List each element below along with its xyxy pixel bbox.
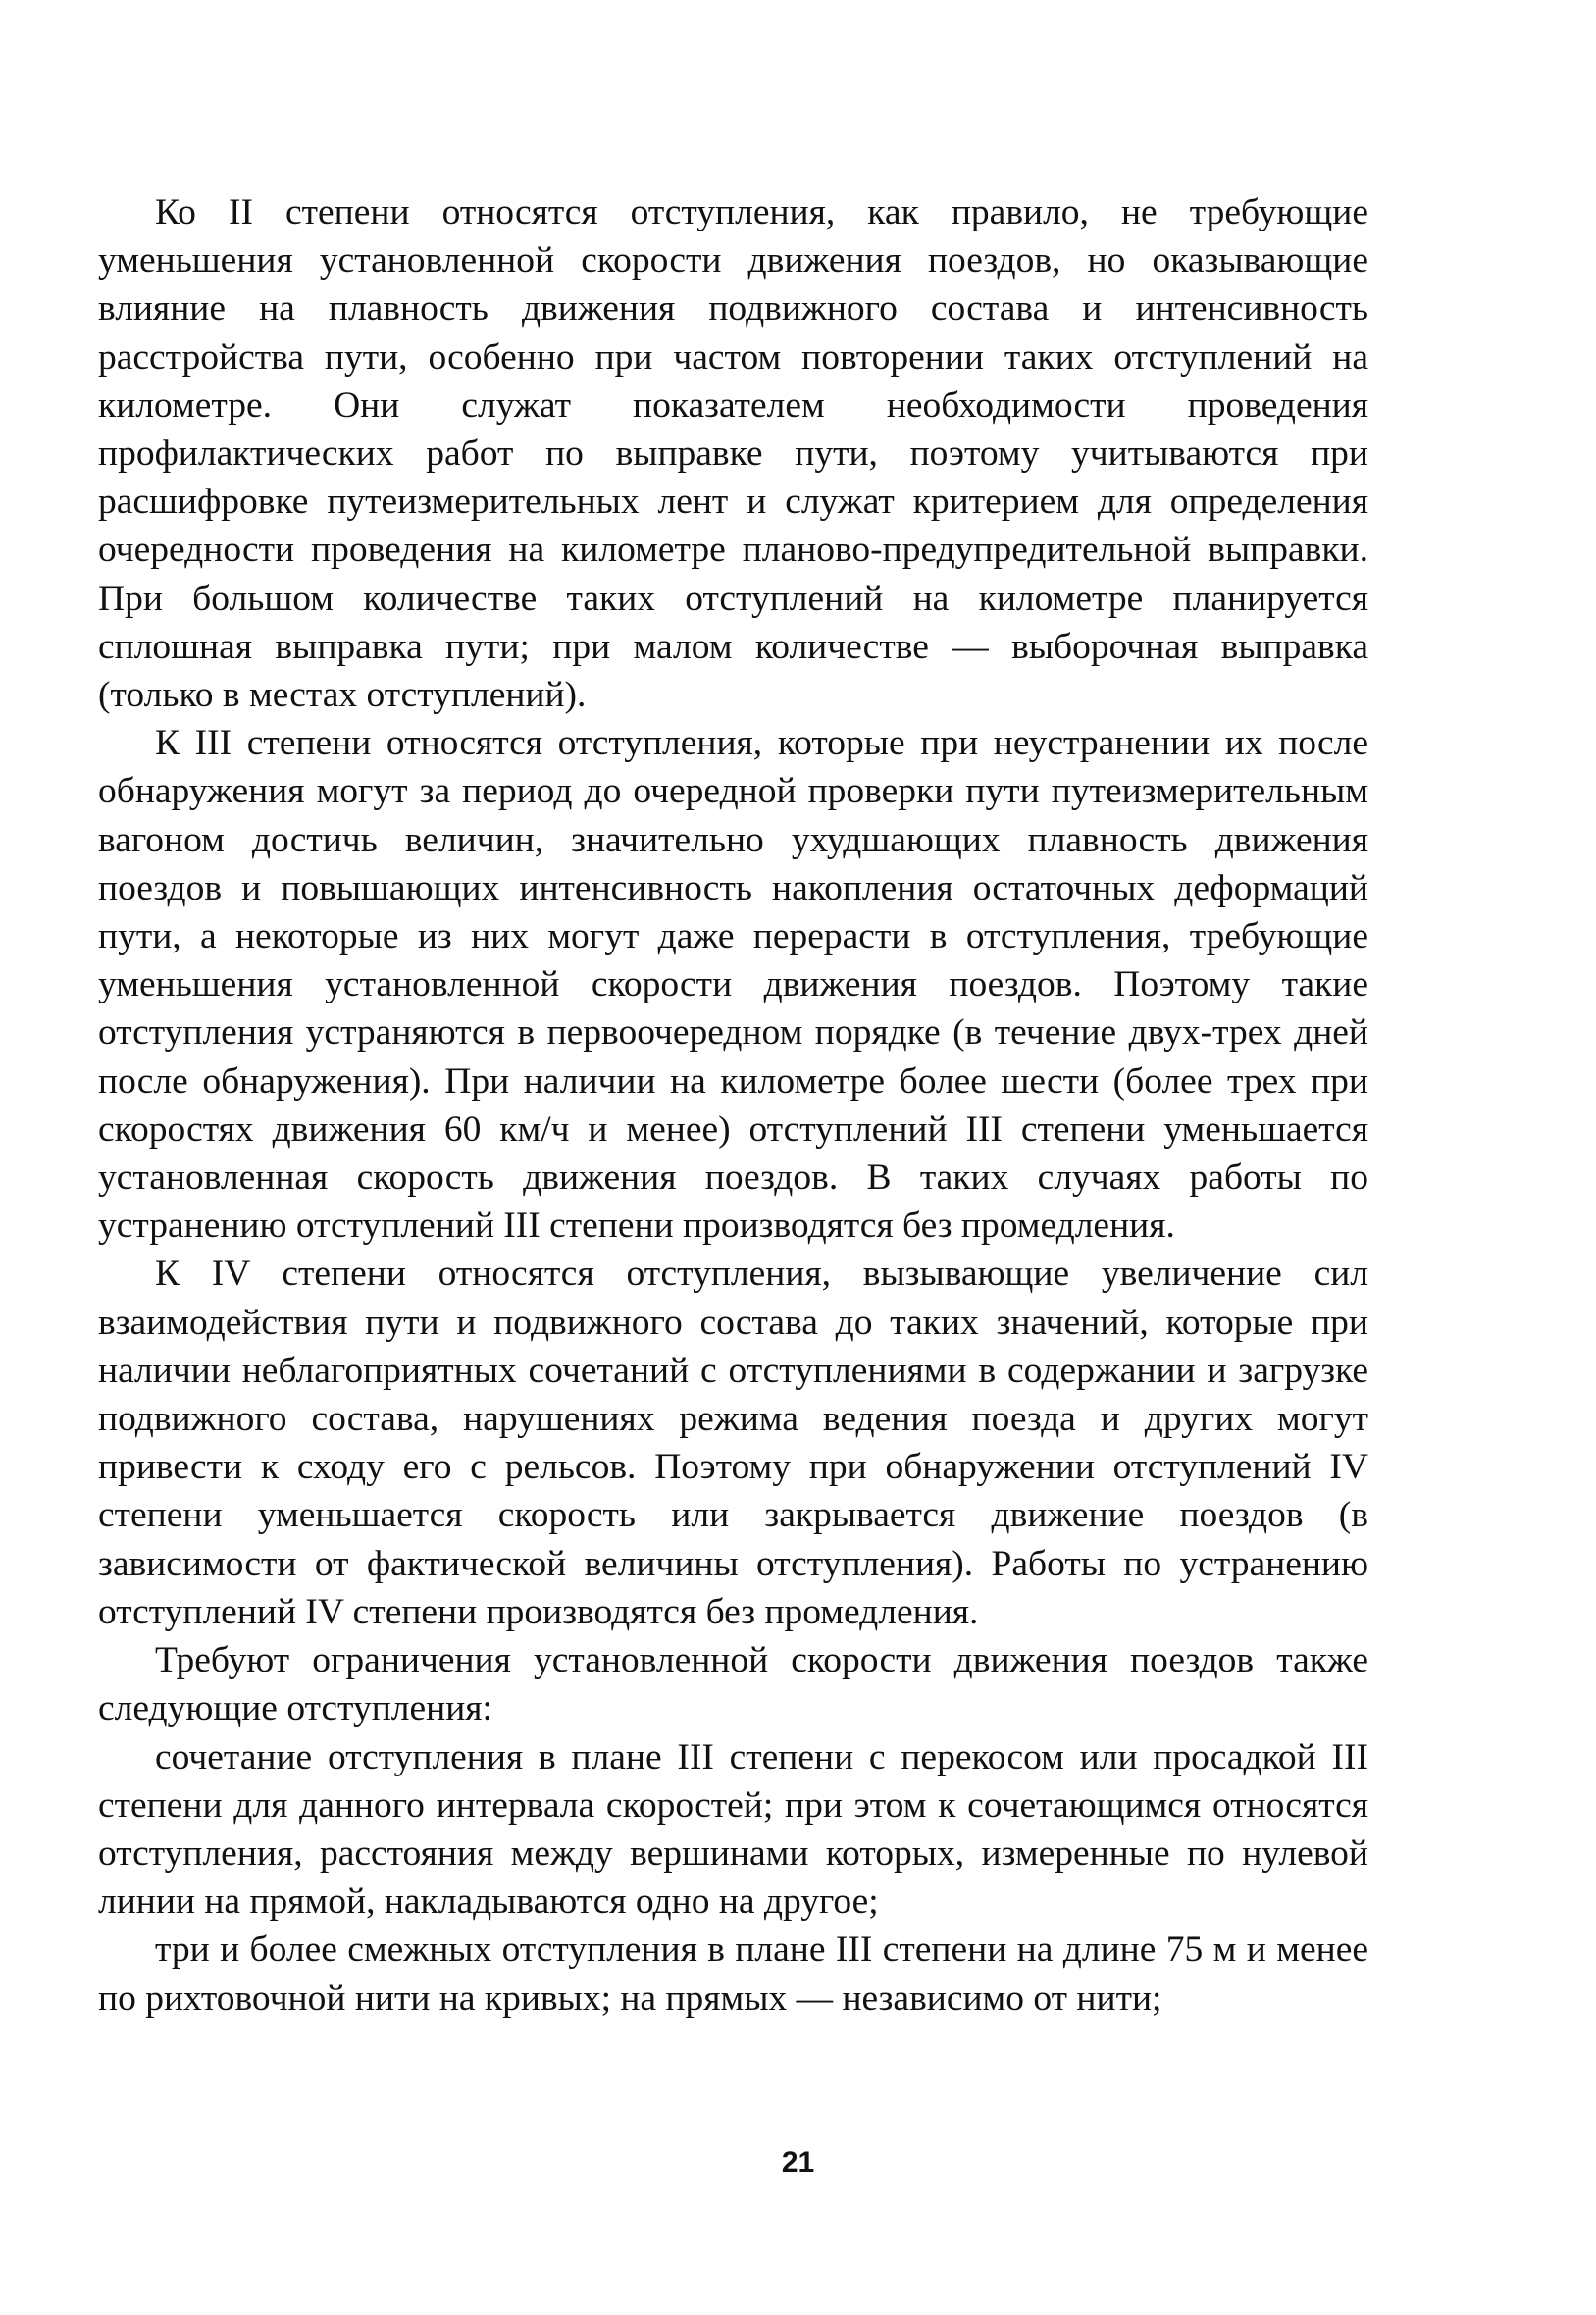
body-text	[98, 188, 1368, 2023]
list-item-adjacent-deviations: три и более смежных отступления в плане III степени на длине 75 м и менее по рихтовочной нити на кривых; на прямых — независимо от нити;	[98, 1929, 1368, 2019]
paragraph-degree-4: К IV степени относятся отступления, вызывающие увеличение сил взаимодействия пути и подвижного состава до таких значений, которые при наличии неблагоприятных сочетаний с отступлениями в содержании и загрузке подвижного состава, нарушениях режима ведения поезда и других могут привести к сходу его с рельсов. Поэтому при обнаружении отступлений IV степени уменьшается скорость или закрывается движение поездов (в зависимости от фактической величины отступления). Работы по устранению отступлений IV степени производятся без промедления.	[98, 1254, 1368, 1632]
paragraph-degree-2: Ко II степени относятся отступления, как правило, не требующие уменьшения установленной скорости движения поездов, но оказывающие влияние на плавность движения подвижного состава и интенсивность расстройства пути, особенно при частом повторении таких отступлений на километре. Они служат показателем необходимости проведения профилактических работ по выправке пути, поэтому учитываются при расшифровке путеизмерительных лент и служат критерием для определения очередности проведения на километре планово-предупредительной выправки. При большом количестве таких отступлений на километре планируется сплошная выправка пути; при малом количестве — выборочная выправка (только в местах отступлений).	[98, 192, 1368, 716]
list-item-combination: сочетание отступления в плане III степени с перекосом или просадкой III степени для данного интервала скоростей; при этом к сочетающимся относятся отступления, расстояния между вершинами которых, измеренные по нулевой линии на прямой, накладываются одно на другое;	[98, 1736, 1368, 1923]
paragraph-degree-3: К III степени относятся отступления, которые при неустранении их после обнаружения могут за период до очередной проверки пути путеизмерительным вагоном достичь величин, значительно ухудшающих плавность движения поездов и повышающих интенсивность накопления остаточных деформаций пути, а некоторые из них могут даже перерасти в отступления, требующие уменьшения установленной скорости движения поездов. Поэтому такие отступления устраняются в первоочередном порядке (в течение двух-трех дней после обнаружения). При наличии на километре более шести (более трех при скоростях движения 60 км/ч и менее) отступлений III степени уменьшается установленная скорость движения поездов. В таких случаях работы по устранению отступлений III степени производятся без промедления.	[98, 723, 1368, 1247]
page-number: 21	[781, 2146, 815, 2179]
paragraph-speed-restrictions-intro: Требуют ограничения установленной скорости движения поездов также следующие отступления:	[98, 1640, 1368, 1729]
